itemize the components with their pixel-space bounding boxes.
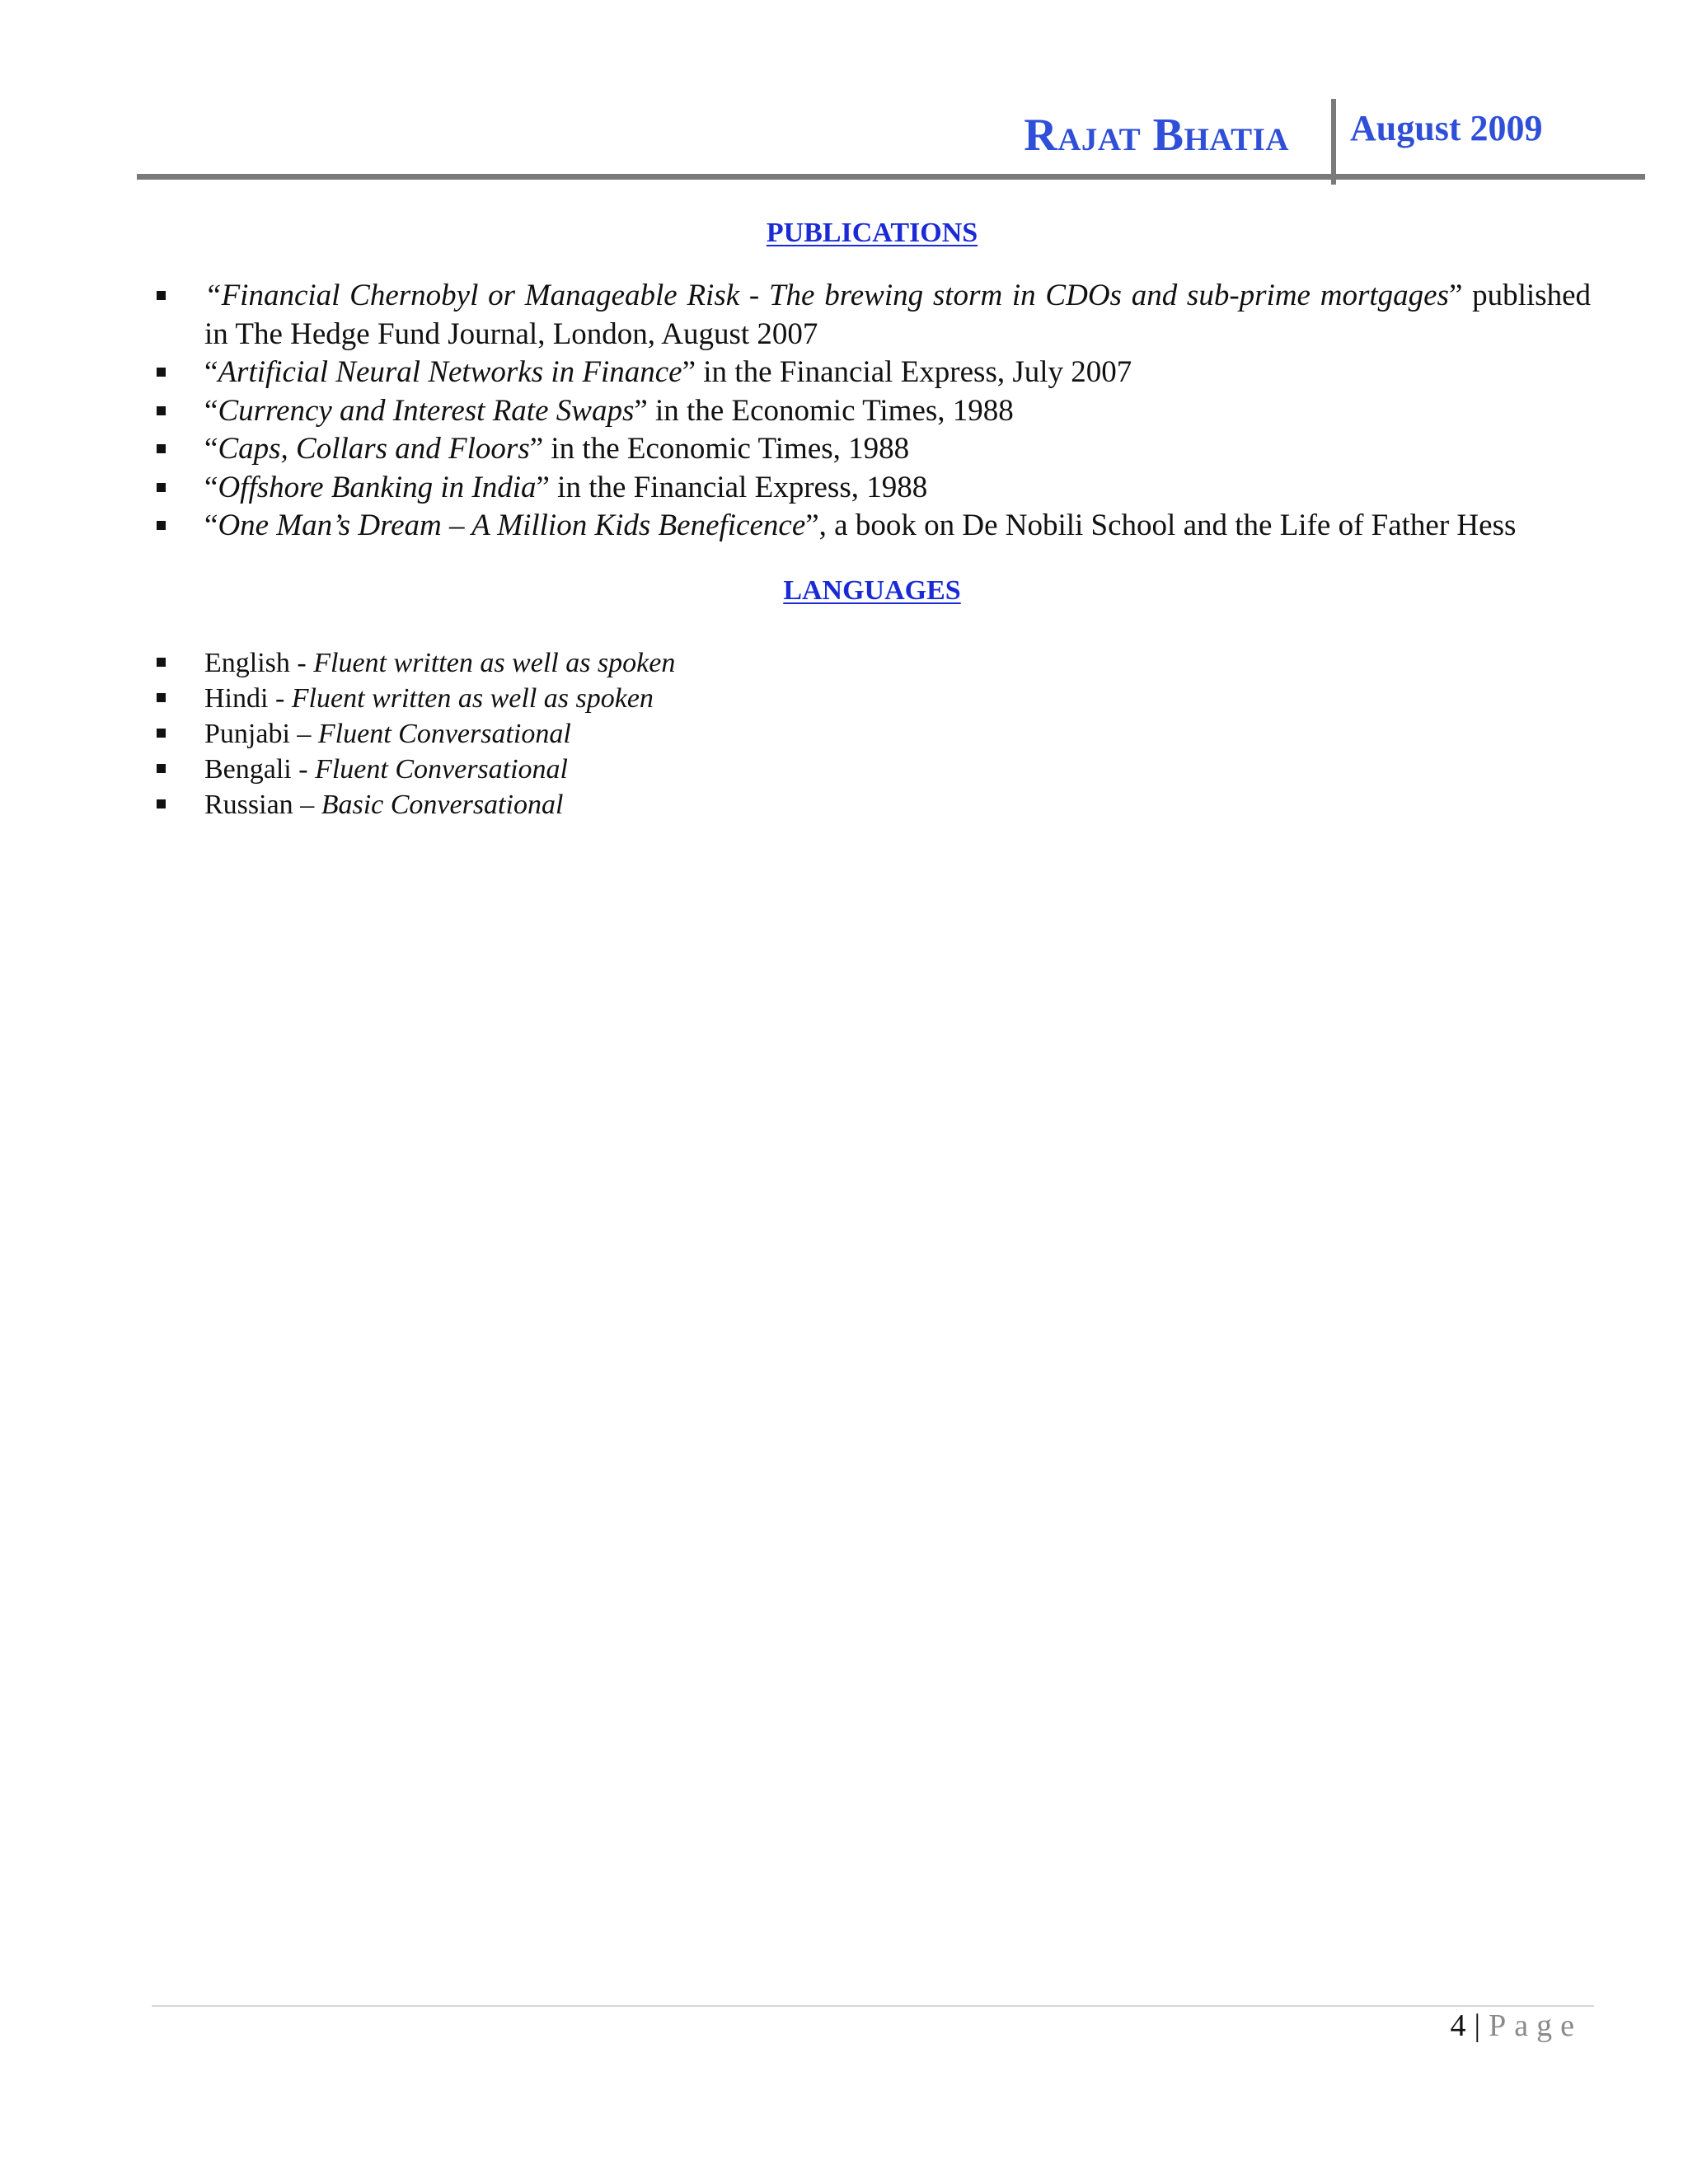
bullet-icon	[157, 406, 166, 415]
publication-title: Currency and Interest Rate Swaps	[218, 393, 635, 428]
publication-item	[157, 277, 1591, 354]
publication-item	[157, 354, 1591, 392]
publication-details: ” in the Economic Times, 1988	[529, 432, 910, 466]
publication-open-quote: “	[204, 393, 218, 428]
bullet-icon	[157, 658, 166, 667]
language-separator: -	[291, 754, 316, 785]
languages-list	[157, 645, 1591, 823]
language-name: Russian	[204, 790, 293, 820]
footer-separator: |	[1474, 2008, 1481, 2043]
language-item	[157, 681, 1591, 716]
publication-details: ” in the Financial Express, 1988	[536, 470, 928, 504]
publication-open-quote: “	[204, 355, 218, 389]
header-rule	[137, 174, 1645, 180]
publication-title: Offshore Banking in India	[218, 470, 537, 504]
languages-heading: LANGUAGES	[783, 575, 961, 606]
language-level: Fluent Conversational	[315, 754, 569, 785]
bullet-icon	[157, 799, 166, 808]
bullet-icon	[157, 483, 166, 492]
page-label: Page	[1489, 2008, 1582, 2043]
publication-title: “Financial Chernobyl or Manageable Risk - The brewing storm in CDOs and sub-prime mortgages	[204, 279, 1449, 312]
publication-title: One Man’s Dream – A Million Kids Beneficence	[218, 509, 806, 542]
publication-item	[157, 507, 1591, 546]
language-name: English	[204, 648, 290, 678]
language-item	[157, 787, 1591, 823]
language-name: Hindi	[204, 683, 269, 714]
publication-details: ”, a book on De Nobili School and the Life of Father Hess	[805, 509, 1517, 542]
publication-item	[157, 392, 1591, 431]
footer-rule	[152, 2005, 1594, 2007]
publication-item	[157, 430, 1591, 469]
publication-open-quote: “	[204, 509, 218, 542]
language-level: Fluent Conversational	[317, 719, 571, 749]
bullet-icon	[157, 693, 166, 702]
bullet-icon	[157, 368, 166, 377]
language-level: Fluent written as well as spoken	[313, 648, 676, 678]
publications-heading: PUBLICATIONS	[766, 218, 978, 248]
publication-title: Caps, Collars and Floors	[218, 432, 530, 466]
language-separator: –	[293, 790, 321, 820]
language-item	[157, 716, 1591, 752]
page-header	[137, 91, 1645, 181]
page-number: 4	[1450, 2008, 1466, 2043]
author-name: Rajat Bhatia	[1024, 110, 1289, 161]
publication-item	[157, 469, 1591, 508]
publication-title: Artificial Neural Networks in Finance	[218, 355, 682, 389]
language-name: Punjabi	[204, 719, 290, 749]
language-separator: -	[268, 683, 292, 714]
bullet-icon	[157, 764, 166, 773]
language-item	[157, 752, 1591, 787]
language-separator: -	[289, 648, 314, 678]
publications-list	[157, 277, 1591, 546]
language-level: Basic Conversational	[321, 790, 564, 820]
language-separator: –	[289, 719, 318, 749]
language-level: Fluent written as well as spoken	[291, 683, 654, 714]
publication-details: ” in the Economic Times, 1988	[634, 393, 1014, 428]
page-footer	[1451, 2008, 1582, 2044]
bullet-icon	[157, 729, 166, 738]
publication-open-quote: “	[204, 432, 218, 466]
publication-details: ” published in The Hedge Fund Journal, London, August 2007	[204, 279, 1591, 351]
header-divider	[1331, 99, 1336, 185]
language-item	[157, 645, 1591, 681]
publication-details: ” in the Financial Express, July 2007	[682, 355, 1132, 389]
header-date: August 2009	[1350, 108, 1543, 148]
language-name: Bengali	[204, 754, 292, 785]
publication-open-quote: “	[204, 470, 218, 504]
bullet-icon	[157, 521, 166, 530]
bullet-icon	[157, 444, 166, 453]
bullet-icon	[157, 291, 166, 300]
